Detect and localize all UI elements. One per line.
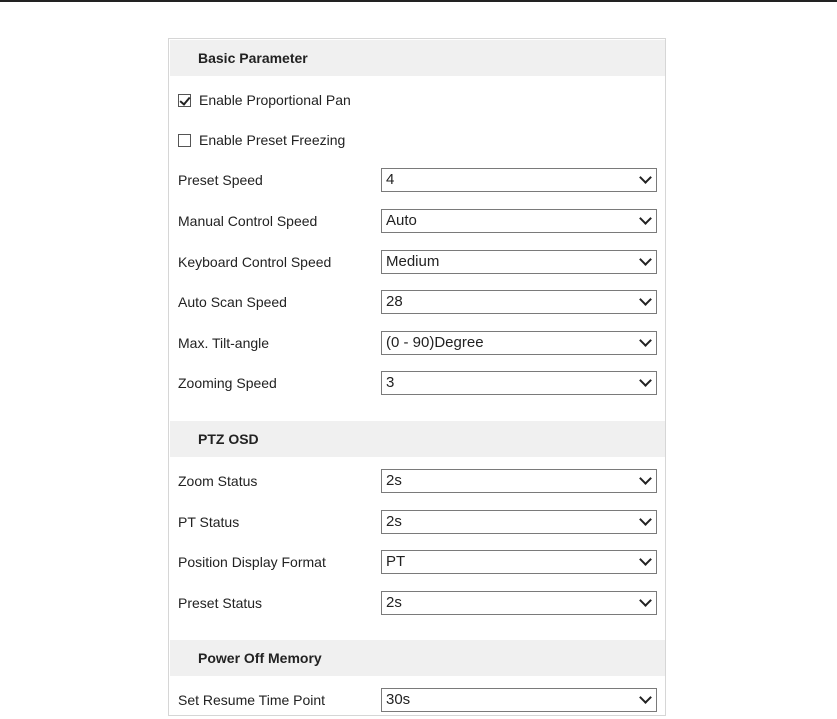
select-value: 3 <box>386 374 395 391</box>
field-label: Zoom Status <box>178 473 258 489</box>
field-label: Zooming Speed <box>178 375 277 391</box>
keyboard-control-speed-row <box>169 250 665 274</box>
checkbox-box[interactable] <box>178 134 191 147</box>
chevron-down-icon <box>639 691 652 704</box>
field-label: Position Display Format <box>178 554 326 570</box>
checkbox-label: Enable Preset Freezing <box>199 132 346 148</box>
chevron-down-icon <box>639 553 652 566</box>
set-resume-time-point-row <box>169 688 665 712</box>
auto-scan-speed-row <box>169 290 665 314</box>
max-tilt-angle-row <box>169 331 665 355</box>
chevron-down-icon <box>639 334 652 347</box>
max-tilt-angle-select[interactable] <box>381 331 657 355</box>
position-display-format-row <box>169 550 665 574</box>
preset-speed-select[interactable] <box>381 168 657 192</box>
manual-control-speed-select[interactable] <box>381 209 657 233</box>
enable-proportional-pan-checkbox[interactable] <box>178 90 351 110</box>
zoom-status-row <box>169 469 665 493</box>
field-label: Set Resume Time Point <box>178 692 326 708</box>
chevron-down-icon <box>639 513 652 526</box>
chevron-down-icon <box>639 374 652 387</box>
select-value: Medium <box>386 253 440 270</box>
select-value: 2s <box>386 594 402 611</box>
section-header-basic-parameter: Basic Parameter <box>170 40 665 76</box>
section-header-power-off-memory: Power Off Memory <box>170 640 665 676</box>
chevron-down-icon <box>639 293 652 306</box>
chevron-down-icon <box>639 472 652 485</box>
enable-preset-freezing-checkbox[interactable] <box>178 130 345 150</box>
section-header-ptz-osd: PTZ OSD <box>170 421 665 457</box>
field-label: Preset Status <box>178 595 263 611</box>
zooming-speed-row <box>169 371 665 395</box>
chevron-down-icon <box>639 594 652 607</box>
select-value: 4 <box>386 171 395 188</box>
select-value: (0 - 90)Degree <box>386 334 484 351</box>
checkbox-label: Enable Proportional Pan <box>199 92 351 108</box>
select-value: Auto <box>386 212 417 229</box>
field-label: Max. Tilt-angle <box>178 335 270 351</box>
zooming-speed-select[interactable] <box>381 371 657 395</box>
field-label: PT Status <box>178 514 240 530</box>
select-value: PT <box>386 553 406 570</box>
pt-status-select[interactable] <box>381 510 657 534</box>
ptz-settings-panel <box>168 38 666 716</box>
preset-status-row <box>169 591 665 615</box>
pt-status-row <box>169 510 665 534</box>
top-divider <box>0 0 837 2</box>
chevron-down-icon <box>639 212 652 225</box>
select-value: 28 <box>386 293 403 310</box>
checkmark-icon[interactable] <box>178 94 191 107</box>
manual-control-speed-row <box>169 209 665 233</box>
chevron-down-icon <box>639 253 652 266</box>
preset-speed-row <box>169 168 665 192</box>
chevron-down-icon <box>639 171 652 184</box>
select-value: 2s <box>386 472 402 489</box>
select-value: 2s <box>386 513 402 530</box>
zoom-status-select[interactable] <box>381 469 657 493</box>
preset-status-select[interactable] <box>381 591 657 615</box>
auto-scan-speed-select[interactable] <box>381 290 657 314</box>
field-label: Keyboard Control Speed <box>178 254 332 270</box>
field-label: Manual Control Speed <box>178 213 318 229</box>
select-value: 30s <box>386 691 411 708</box>
field-label: Preset Speed <box>178 172 263 188</box>
keyboard-control-speed-select[interactable] <box>381 250 657 274</box>
set-resume-time-point-select[interactable] <box>381 688 657 712</box>
field-label: Auto Scan Speed <box>178 294 287 310</box>
position-display-format-select[interactable] <box>381 550 657 574</box>
